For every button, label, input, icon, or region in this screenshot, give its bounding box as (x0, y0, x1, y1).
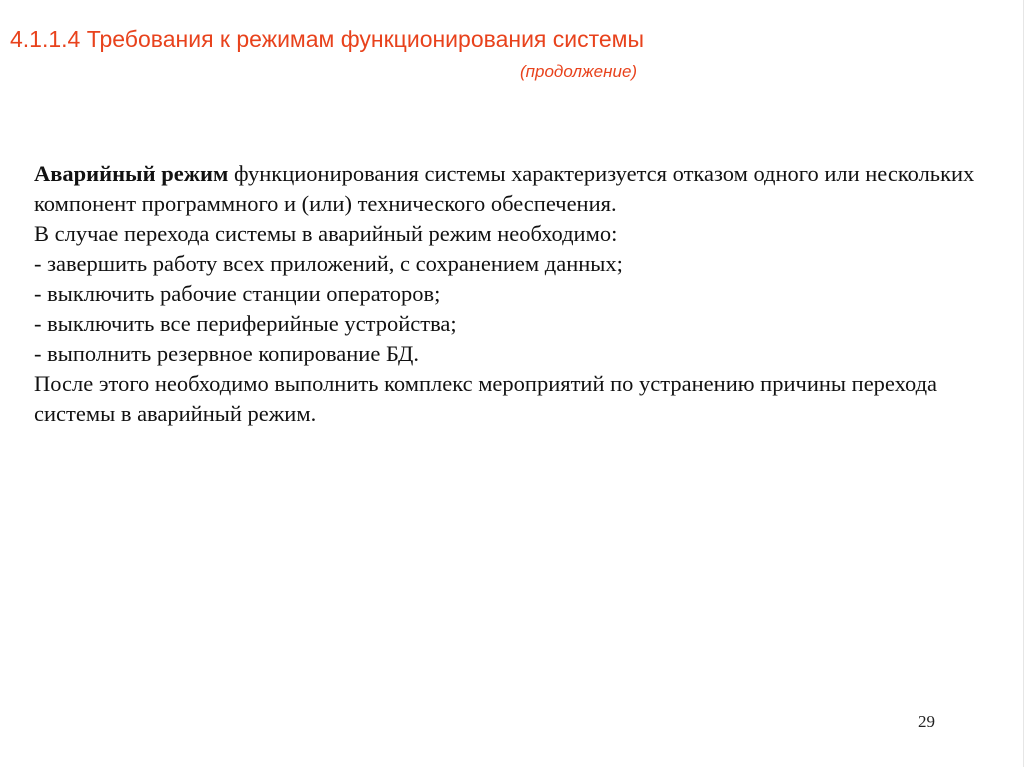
step-item: - завершить работу всех приложений, с сохранением данных; (34, 251, 623, 276)
slide-subtitle: (продолжение) (520, 62, 638, 81)
intro-term: Аварийный режим (34, 161, 229, 186)
slide-body (34, 159, 994, 429)
condition-line: В случае перехода системы в аварийный режим необходимо: (34, 221, 618, 246)
step-item: - выключить рабочие станции операторов; (34, 281, 441, 306)
intro-text: функционирования системы характеризуется отказом одного или нескольких компонент программного и (или) технического обеспечения. (34, 161, 975, 216)
page-number: 29 (918, 712, 935, 731)
slide-title: 4.1.1.4 Требования к режимам функционирования системы (10, 26, 645, 52)
step-item: - выполнить резервное копирование БД. (34, 341, 419, 366)
intro-paragraph (34, 159, 994, 219)
conclusion-paragraph: После этого необходимо выполнить комплекс мероприятий по устранению причины перехода системы в аварийный режим. (34, 371, 938, 426)
step-item: - выключить все периферийные устройства; (34, 311, 457, 336)
